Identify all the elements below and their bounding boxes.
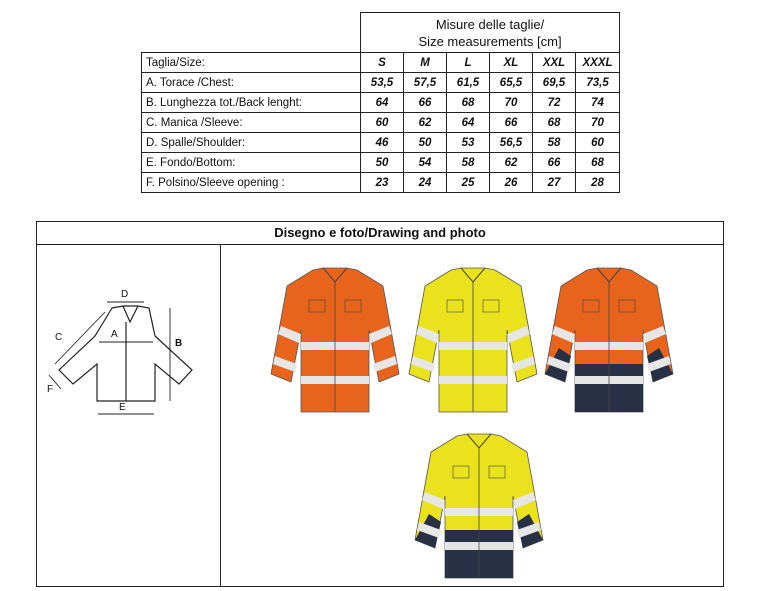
value-cell: 26 [490, 173, 533, 193]
label-c: C [55, 332, 63, 343]
value-cell: 60 [361, 113, 404, 133]
value-cell: 70 [490, 93, 533, 113]
value-cell: 54 [404, 153, 447, 173]
label-b: B [175, 338, 183, 349]
value-cell: 28 [576, 173, 620, 193]
yellow-jacket-photo [403, 264, 543, 424]
table-row [142, 93, 620, 113]
drawing-photo-section [36, 221, 724, 587]
label-a: A [111, 329, 118, 340]
value-cell: 58 [533, 133, 576, 153]
size-header-cell: XXL [533, 53, 576, 73]
value-cell: 70 [576, 113, 620, 133]
size-header-cell: XXXL [576, 53, 620, 73]
value-cell: 61,5 [447, 73, 490, 93]
value-cell: 56,5 [490, 133, 533, 153]
value-cell: 72 [533, 93, 576, 113]
section-title: Disegno e foto/Drawing and photo [37, 222, 723, 245]
table-row [142, 153, 620, 173]
size-header-cell: XL [490, 53, 533, 73]
value-cell: 50 [361, 153, 404, 173]
value-cell: 58 [447, 153, 490, 173]
row-label: D. Spalle/Shoulder: [142, 133, 361, 153]
value-cell: 53 [447, 133, 490, 153]
row-label: B. Lunghezza tot./Back lenght: [142, 93, 361, 113]
value-cell: 68 [447, 93, 490, 113]
measurement-sketch [37, 244, 220, 587]
table-header-row [142, 13, 620, 53]
value-cell: 46 [361, 133, 404, 153]
orange-navy-jacket-photo [539, 264, 679, 424]
value-cell: 50 [404, 133, 447, 153]
row-label: A. Torace /Chest: [142, 73, 361, 93]
row-label: C. Manica /Sleeve: [142, 113, 361, 133]
value-cell: 69,5 [533, 73, 576, 93]
label-f: F [47, 384, 54, 395]
value-cell: 57,5 [404, 73, 447, 93]
collar-line [123, 306, 138, 322]
label-d: D [121, 289, 129, 300]
value-cell: 62 [490, 153, 533, 173]
value-cell: 62 [404, 113, 447, 133]
value-cell: 65,5 [490, 73, 533, 93]
value-cell: 64 [361, 93, 404, 113]
value-cell: 23 [361, 173, 404, 193]
table-row [142, 133, 620, 153]
value-cell: 53,5 [361, 73, 404, 93]
value-cell: 64 [447, 113, 490, 133]
table-title-line2: Size measurements [cm] [418, 33, 562, 49]
size-table [141, 12, 620, 193]
row-label: E. Fondo/Bottom: [142, 153, 361, 173]
value-cell: 66 [490, 113, 533, 133]
value-cell: 68 [533, 113, 576, 133]
size-row [142, 53, 620, 73]
value-cell: 60 [576, 133, 620, 153]
table-row [142, 73, 620, 93]
empty-corner-cell [142, 13, 361, 53]
value-cell: 27 [533, 173, 576, 193]
value-cell: 73,5 [576, 73, 620, 93]
size-header-cell: L [447, 53, 490, 73]
value-cell: 24 [404, 173, 447, 193]
size-label: Taglia/Size: [142, 53, 361, 73]
size-header-cell: M [404, 53, 447, 73]
table-title-line1: Misure delle taglie/ [435, 16, 545, 32]
label-e: E [119, 402, 126, 413]
value-cell: 66 [533, 153, 576, 173]
size-header-cell: S [361, 53, 404, 73]
value-cell: 66 [404, 93, 447, 113]
table-title [361, 13, 620, 53]
value-cell: 25 [447, 173, 490, 193]
row-label: F. Polsino/Sleeve opening : [142, 173, 361, 193]
table-row [142, 173, 620, 193]
yellow-navy-jacket-photo [409, 430, 549, 590]
value-cell: 74 [576, 93, 620, 113]
jacket-photos [221, 244, 723, 587]
table-row [142, 113, 620, 133]
value-cell: 68 [576, 153, 620, 173]
orange-jacket-photo [265, 264, 405, 424]
